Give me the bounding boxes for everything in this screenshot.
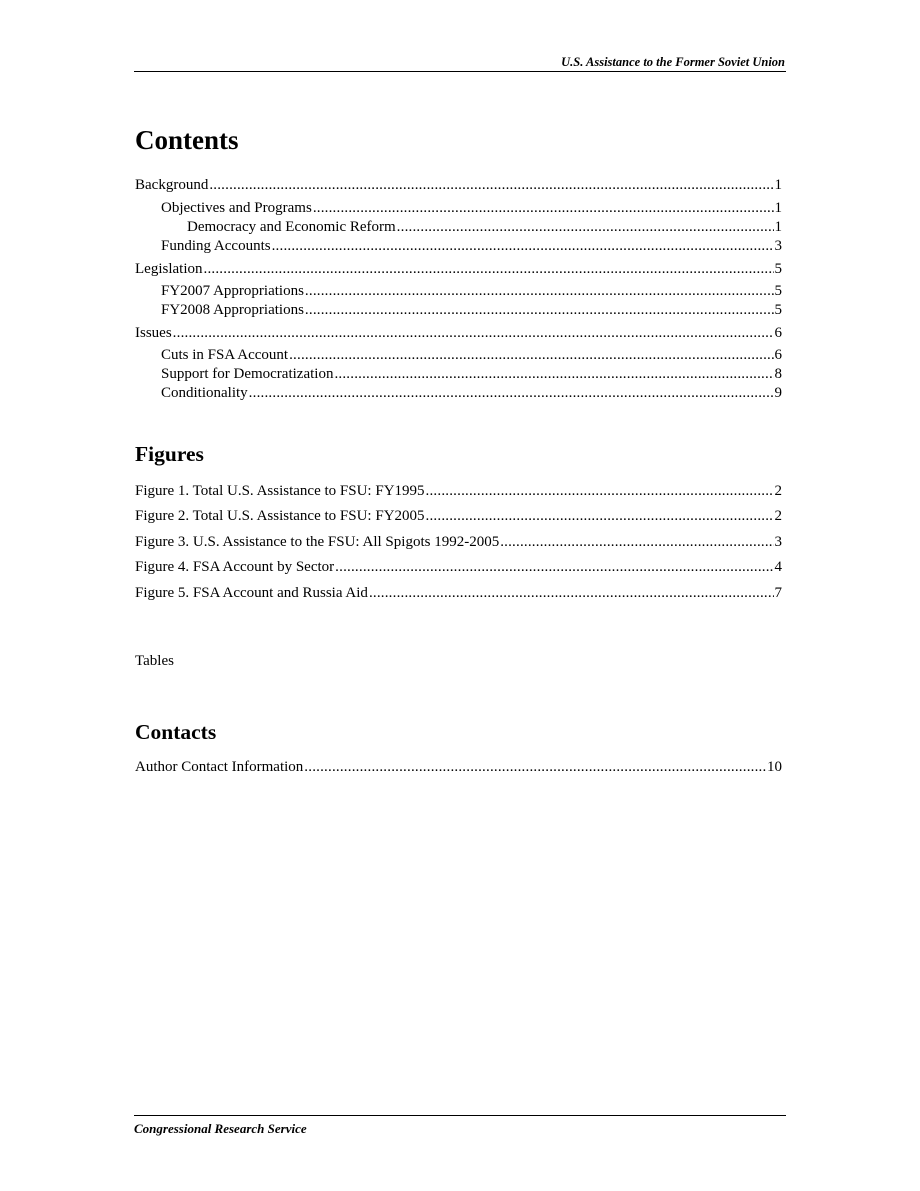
toc-entry-label: Support for Democratization bbox=[161, 366, 334, 382]
figure-entry-label: Figure 3. U.S. Assistance to the FSU: All Spigots 1992-2005 bbox=[135, 534, 500, 550]
toc-entry-page: 1 bbox=[774, 177, 782, 193]
toc-entry-page: 9 bbox=[774, 385, 782, 401]
figure-entry-2[interactable] bbox=[135, 507, 782, 525]
toc-entry-page: 5 bbox=[774, 302, 782, 318]
contact-entry-page: 10 bbox=[767, 759, 782, 775]
figure-entry-label: Figure 5. FSA Account and Russia Aid bbox=[135, 585, 368, 601]
toc-entry-page: 8 bbox=[774, 366, 782, 382]
figure-entry-label: Figure 1. Total U.S. Assistance to FSU: FY1995 bbox=[135, 483, 425, 499]
toc-entry-label: Cuts in FSA Account bbox=[161, 347, 289, 363]
figure-entry-page: 3 bbox=[774, 534, 782, 550]
toc-entry-label: FY2007 Appropriations bbox=[161, 283, 304, 299]
toc-entry-funding-accounts[interactable] bbox=[135, 237, 782, 255]
figure-entry-label: Figure 2. Total U.S. Assistance to FSU: FY2005 bbox=[135, 508, 425, 524]
contents-heading: Contents bbox=[135, 125, 239, 155]
toc-entry-cuts-in-fsa-account[interactable] bbox=[135, 346, 782, 364]
figure-entry-3[interactable] bbox=[135, 533, 782, 551]
toc-entry-page: 1 bbox=[774, 200, 782, 216]
footer-text: Congressional Research Service bbox=[134, 1121, 307, 1136]
toc-entry-label: Objectives and Programs bbox=[161, 200, 312, 216]
toc-entry-label: Conditionality bbox=[161, 385, 248, 401]
toc-entry-label: Legislation bbox=[135, 261, 203, 277]
toc-entry-fy2008-appropriations[interactable] bbox=[135, 301, 782, 319]
contacts-heading: Contacts bbox=[135, 720, 217, 744]
toc-entry-democracy-and-economic-reform[interactable] bbox=[135, 218, 782, 236]
toc-entry-page: 3 bbox=[774, 238, 782, 254]
figure-entry-page: 4 bbox=[774, 559, 782, 575]
running-title: U.S. Assistance to the Former Soviet Union bbox=[561, 55, 785, 69]
figure-entry-4[interactable] bbox=[135, 558, 782, 576]
toc-entry-support-for-democratization[interactable] bbox=[135, 365, 782, 383]
figure-entry-5[interactable] bbox=[135, 584, 782, 602]
tables-heading: Tables bbox=[135, 653, 174, 669]
toc-entry-legislation[interactable] bbox=[135, 260, 782, 278]
toc-entry-page: 6 bbox=[774, 347, 782, 363]
contact-entry-author-contact-information[interactable] bbox=[135, 758, 782, 776]
toc-entry-label: Democracy and Economic Reform bbox=[187, 219, 396, 235]
page-footer bbox=[134, 1115, 786, 1137]
toc-entry-label: FY2008 Appropriations bbox=[161, 302, 304, 318]
figure-entry-page: 2 bbox=[774, 483, 782, 499]
toc-entry-page: 6 bbox=[774, 325, 782, 341]
contact-entry-label: Author Contact Information bbox=[135, 759, 304, 775]
toc-entry-background[interactable] bbox=[135, 176, 782, 194]
toc-entry-label: Funding Accounts bbox=[161, 238, 271, 254]
toc-entry-issues[interactable] bbox=[135, 324, 782, 342]
toc-entry-label: Background bbox=[135, 177, 209, 193]
figures-heading: Figures bbox=[135, 442, 204, 466]
figure-entry-1[interactable] bbox=[135, 482, 782, 500]
figure-entry-label: Figure 4. FSA Account by Sector bbox=[135, 559, 335, 575]
toc-entry-objectives-and-programs[interactable] bbox=[135, 199, 782, 217]
toc-entry-page: 5 bbox=[774, 261, 782, 277]
toc-entry-label: Issues bbox=[135, 325, 172, 341]
toc-entry-conditionality[interactable] bbox=[135, 384, 782, 402]
toc-entry-page: 5 bbox=[774, 283, 782, 299]
page-header bbox=[134, 54, 786, 72]
toc-entry-fy2007-appropriations[interactable] bbox=[135, 282, 782, 300]
toc-entry-page: 1 bbox=[774, 219, 782, 235]
figure-entry-page: 2 bbox=[774, 508, 782, 524]
figure-entry-page: 7 bbox=[774, 585, 782, 601]
